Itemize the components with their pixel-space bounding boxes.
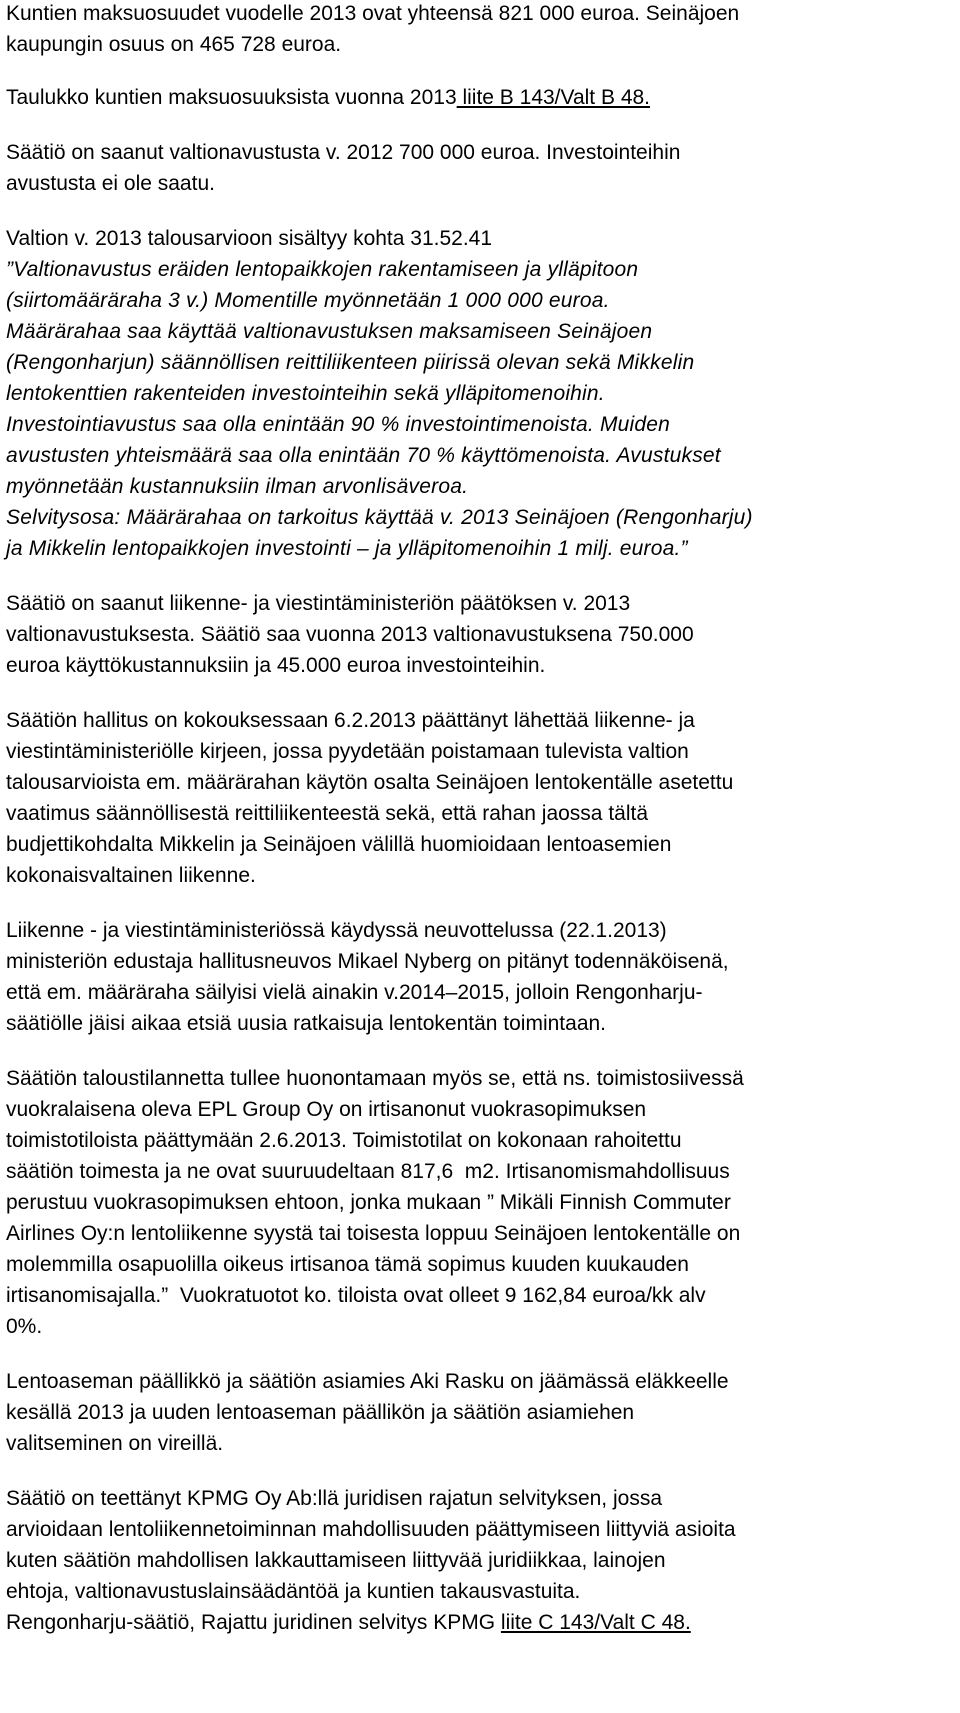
text-line: irtisanomisajalla.” Vuokratuotot ko. tiloista ovat olleet 9 162,84 euroa/kk alv xyxy=(6,1284,706,1307)
text-line: säätiön toimesta ja ne ovat suuruudeltaan 817,6 m2. Irtisanomismahdollisuus xyxy=(6,1160,730,1183)
text-line: valitseminen on vireillä. xyxy=(6,1432,224,1455)
text-line: säätiölle jäisi aikaa etsiä uusia ratkaisuja lentokentän toimintaan. xyxy=(6,1012,607,1035)
text-line: talousarvioista em. määrärahan käytön osalta Seinäjoen lentokentälle asetettu xyxy=(6,771,734,794)
text-line: avustusta ei ole saatu. xyxy=(6,172,215,195)
quoted-text-line: Selvitysosa: Määrärahaa on tarkoitus käyttää v. 2013 Seinäjoen (Rengonharju) xyxy=(6,506,753,529)
quoted-text-line: lentokenttien rakenteiden investointeihin sekä ylläpitomenoihin. xyxy=(6,382,605,405)
text-line: molemmilla osapuolilla oikeus irtisanoa tämä sopimus kuuden kuukauden xyxy=(6,1253,689,1276)
text-line: kokonaisvaltainen liikenne. xyxy=(6,864,256,887)
text-line: vaatimus säännöllisestä reittiliikenteestä sekä, että rahan jaossa tältä xyxy=(6,802,649,825)
attachment-link[interactable]: liite C 143/Valt C 48. xyxy=(500,1611,691,1634)
quoted-text-line: avustusten yhteismäärä saa olla enintään 70 % käyttömenoista. Avustukset xyxy=(6,444,721,467)
text-line: Säätiön taloustilannetta tullee huonontamaan myös se, että ns. toimistosiivessä xyxy=(6,1067,744,1090)
text-line: Airlines Oy:n lentoliikenne syystä tai toisesta loppuu Seinäjoen lentokentälle on xyxy=(6,1222,741,1245)
text-line: viestintäministeriölle kirjeen, jossa pyydetään poistamaan tulevista valtion xyxy=(6,740,689,763)
text-line: vuokralaisena oleva EPL Group Oy on irtisanonut vuokrasopimuksen xyxy=(6,1098,647,1121)
text-line: ehtoja, valtionavustuslainsäädäntöä ja kuntien takausvastuita. xyxy=(6,1580,581,1603)
text-line: Säätiön hallitus on kokouksessaan 6.2.2013 päättänyt lähettää liikenne- ja xyxy=(6,709,695,732)
text-line: kaupungin osuus on 465 728 euroa. xyxy=(6,33,342,56)
text-line: valtionavustuksesta. Säätiö saa vuonna 2013 valtionavustuksena 750.000 xyxy=(6,623,694,646)
reference-text: Taulukko kuntien maksuosuuksista vuonna 2013 xyxy=(6,86,457,109)
text-line: euroa käyttökustannuksiin ja 45.000 euroa investointeihin. xyxy=(6,654,546,677)
quoted-text-line: myönnetään kustannuksiin ilman arvonlisäveroa. xyxy=(6,475,469,498)
quoted-text-line: Investointiavustus saa olla enintään 90 % investointimenoista. Muiden xyxy=(6,413,671,436)
quoted-text-line: Määrärahaa saa käyttää valtionavustuksen maksamiseen Seinäjoen xyxy=(6,320,653,343)
text-line: Säätiö on teettänyt KPMG Oy Ab:llä juridisen rajatun selvityksen, jossa xyxy=(6,1487,662,1510)
text-line: Liikenne - ja viestintäministeriössä käydyssä neuvottelussa (22.1.2013) xyxy=(6,919,667,942)
text-line: arvioidaan lentoliikennetoiminnan mahdollisuuden päättymiseen liittyviä asioita xyxy=(6,1518,736,1541)
attachment-link[interactable]: liite B 143/Valt B 48. xyxy=(456,86,651,109)
text-line xyxy=(6,1611,691,1635)
quoted-text-line: (Rengonharjun) säännöllisen reittiliikenteen piirissä olevan sekä Mikkelin xyxy=(6,351,695,374)
text-line: kuten säätiön mahdollisen lakkauttamiseen liittyvää juridiikkaa, lainojen xyxy=(6,1549,666,1572)
text-line: budjettikohdalta Mikkelin ja Seinäjoen välillä huomioidaan lentoasemien xyxy=(6,833,672,856)
quoted-text-line: (siirtomääräraha 3 v.) Momentille myönnetään 1 000 000 euroa. xyxy=(6,289,610,312)
text-line: että em. määräraha säilyisi vielä ainakin v.2014–2015, jolloin Rengonharju- xyxy=(6,981,703,1004)
text-line: perustuu vuokrasopimuksen ehtoon, jonka mukaan ” Mikäli Finnish Commuter xyxy=(6,1191,731,1214)
reference-text: Rengonharju-säätiö, Rajattu juridinen selvitys KPMG xyxy=(6,1611,501,1634)
text-line xyxy=(6,86,650,110)
quoted-text-line: ”Valtionavustus eräiden lentopaikkojen rakentamiseen ja ylläpitoon xyxy=(6,258,639,281)
quoted-text-line: ja Mikkelin lentopaikkojen investointi – ja ylläpitomenoihin 1 milj. euroa.” xyxy=(6,537,688,560)
text-line: 0%. xyxy=(6,1315,43,1338)
text-line: Lentoaseman päällikkö ja säätiön asiamies Aki Rasku on jäämässä eläkkeelle xyxy=(6,1370,729,1393)
text-line: Kuntien maksuosuudet vuodelle 2013 ovat yhteensä 821 000 euroa. Seinäjoen xyxy=(6,2,740,25)
text-line: ministeriön edustaja hallitusneuvos Mikael Nyberg on pitänyt todennäköisenä, xyxy=(6,950,729,973)
text-line: kesällä 2013 ja uuden lentoaseman päällikön ja säätiön asiamiehen xyxy=(6,1401,635,1424)
text-line: Valtion v. 2013 talousarvioon sisältyy kohta 31.52.41 xyxy=(6,227,493,250)
text-line: Säätiö on saanut valtionavustusta v. 2012 700 000 euroa. Investointeihin xyxy=(6,141,681,164)
text-line: toimistotiloista päättymään 2.6.2013. Toimistotilat on kokonaan rahoitettu xyxy=(6,1129,682,1152)
text-line: Säätiö on saanut liikenne- ja viestintäministeriön päätöksen v. 2013 xyxy=(6,592,631,615)
